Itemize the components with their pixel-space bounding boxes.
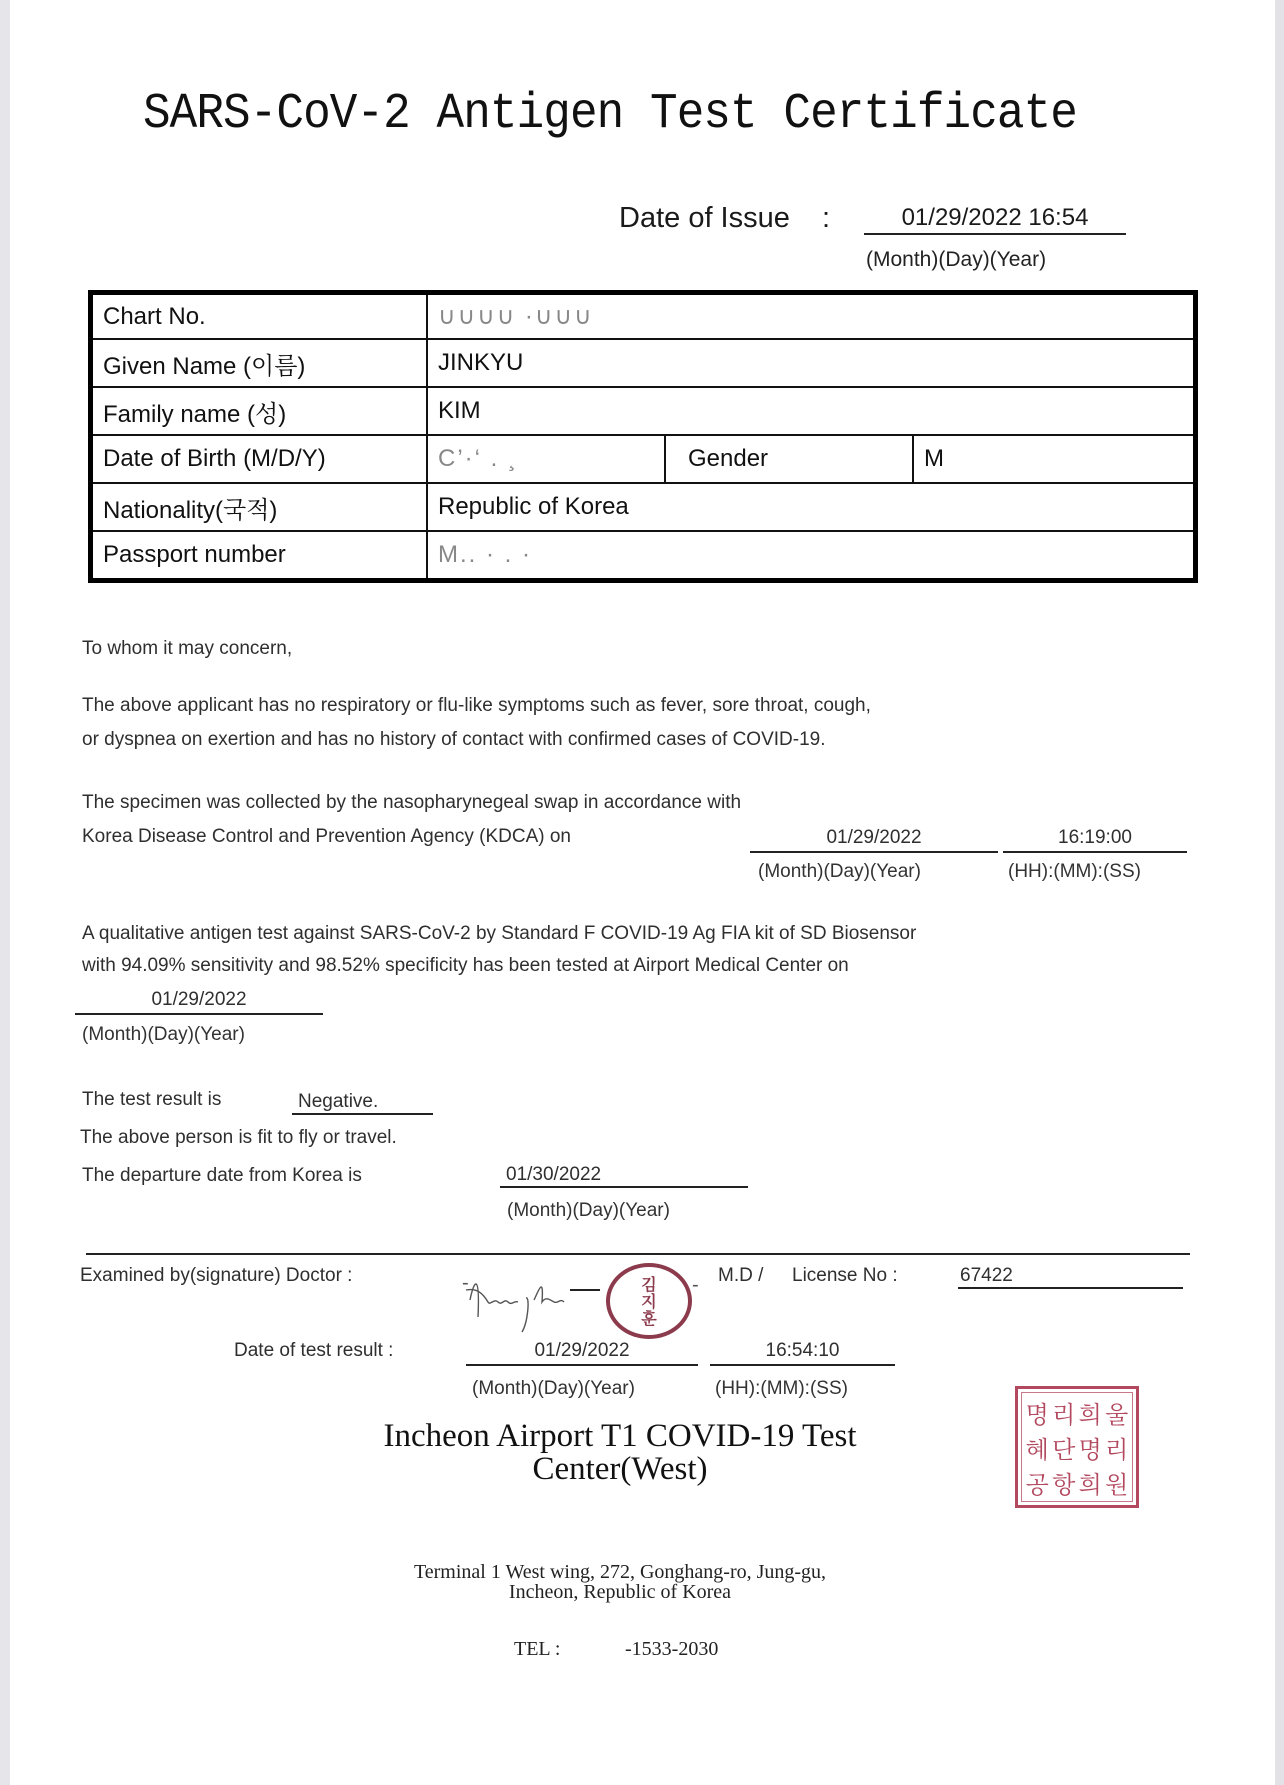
- official-seal-char: 단: [1052, 1436, 1076, 1464]
- result-time-format: (HH):(MM):(SS): [715, 1378, 848, 1399]
- address-line-2: Incheon, Republic of Korea: [508, 1581, 732, 1603]
- family-name-value: KIM: [427, 387, 1196, 435]
- dob-value: C’·‘ . ¸: [427, 435, 665, 483]
- gender-value: M: [913, 435, 1196, 483]
- section-divider: [86, 1253, 1190, 1255]
- document-title: SARS-CoV-2 Antigen Test Certificate: [143, 86, 1077, 143]
- official-seal-char: 희: [1078, 1401, 1102, 1429]
- issue-date-format: (Month)(Day)(Year): [866, 248, 1047, 271]
- result-time: 16:54:10: [710, 1340, 895, 1366]
- specimen-line-1: The specimen was collected by the nasopharynegeal swap in accordance with: [82, 792, 742, 813]
- given-name-value: JINKYU: [427, 339, 1196, 387]
- result-date: 01/29/2022: [466, 1340, 698, 1366]
- seal-char: 훈: [641, 1308, 657, 1328]
- fit-to-travel-statement: The above person is fit to fly or travel.: [80, 1127, 397, 1148]
- official-seal: [1015, 1386, 1139, 1508]
- test-center-address: [300, 1562, 940, 1602]
- issue-date-label: Date of Issue: [619, 202, 790, 234]
- result-date-label: Date of test result :: [234, 1340, 394, 1361]
- symptoms-line-2: or dyspnea on exertion and has no history of contact with confirmed cases of COVID-19.: [82, 729, 826, 750]
- doctor-seal: [606, 1263, 692, 1339]
- official-seal-char: 혜: [1025, 1436, 1049, 1464]
- address-line-1: Terminal 1 West wing, 272, Gonghang-ro, Jung-gu,: [413, 1561, 827, 1583]
- table-row-chart-no: [91, 293, 1196, 340]
- patient-info-table: [88, 290, 1198, 583]
- test-center-name: [300, 1420, 940, 1486]
- chart-no-label: Chart No.: [91, 293, 428, 340]
- specimen-line-2: Korea Disease Control and Prevention Agency (KDCA) on: [82, 826, 571, 847]
- passport-label: Passport number: [91, 531, 428, 581]
- issue-date-value: 01/29/2022 16:54: [864, 204, 1126, 235]
- examined-by-label: Examined by(signature) Doctor :: [80, 1265, 353, 1286]
- official-seal-char: 명: [1078, 1436, 1102, 1464]
- symptoms-line-1: The above applicant has no respiratory or flu-like symptoms such as fever, sore throat, cough,: [82, 695, 871, 716]
- passport-value: M.. · . ·: [427, 531, 1196, 581]
- table-row-nationality: [91, 483, 1196, 531]
- result-value: Negative.: [292, 1091, 433, 1115]
- issue-date-colon: :: [822, 202, 831, 234]
- nationality-label: Nationality(국적): [91, 483, 428, 531]
- collection-date: 01/29/2022: [750, 827, 998, 853]
- test-date-format: (Month)(Day)(Year): [82, 1024, 245, 1045]
- collection-time-format: (HH):(MM):(SS): [1008, 861, 1141, 882]
- given-name-label: Given Name (이름): [91, 339, 428, 387]
- official-seal-char: 리: [1052, 1401, 1076, 1429]
- family-name-label: Family name (성): [91, 387, 428, 435]
- nationality-value: Republic of Korea: [427, 483, 1196, 531]
- seal-char: 지: [641, 1291, 657, 1311]
- gender-label: Gender: [665, 435, 913, 483]
- collection-time: 16:19:00: [1003, 827, 1187, 853]
- departure-date-format: (Month)(Day)(Year): [507, 1200, 670, 1221]
- tel-number: -1533-2030: [625, 1638, 719, 1660]
- tel-label: TEL :: [514, 1638, 561, 1660]
- test-center-name-line-2: Center(West): [532, 1451, 708, 1487]
- md-label: M.D /: [718, 1265, 764, 1286]
- signature-dash-left: -: [462, 1272, 469, 1294]
- license-label: License No :: [792, 1265, 898, 1286]
- official-seal-char: 명: [1025, 1401, 1049, 1429]
- official-seal-char: 항: [1052, 1471, 1076, 1499]
- departure-date: 01/30/2022: [500, 1164, 748, 1188]
- test-method-line-2: with 94.09% sensitivity and 98.52% specificity has been tested at Airport Medical Center on: [82, 955, 849, 976]
- salutation: To whom it may concern,: [82, 638, 293, 659]
- collection-date-format: (Month)(Day)(Year): [758, 861, 921, 882]
- license-number: 67422: [958, 1265, 1183, 1289]
- departure-label: The departure date from Korea is: [82, 1165, 362, 1186]
- table-row-dob: [91, 435, 1196, 483]
- official-seal-char: 리: [1105, 1436, 1129, 1464]
- table-row-given-name: [91, 339, 1196, 387]
- test-method-line-1: A qualitative antigen test against SARS-CoV-2 by Standard F COVID-19 Ag FIA kit of SD Biosensor: [82, 923, 917, 944]
- page-edge-left: [0, 0, 10, 1785]
- doctor-signature: [460, 1262, 600, 1342]
- dob-label: Date of Birth (M/D/Y): [91, 435, 428, 483]
- official-seal-char: 울: [1105, 1401, 1129, 1429]
- table-row-passport: [91, 531, 1196, 581]
- official-seal-char: 공: [1025, 1471, 1049, 1499]
- table-row-family-name: [91, 387, 1196, 435]
- test-date: 01/29/2022: [75, 989, 323, 1015]
- page-edge-right: [1275, 0, 1284, 1785]
- test-center-name-line-1: Incheon Airport T1 COVID-19 Test: [383, 1418, 857, 1454]
- result-label: The test result is: [82, 1089, 222, 1110]
- official-seal-char: 희: [1078, 1471, 1102, 1499]
- signature-dash-right: -: [692, 1274, 699, 1296]
- official-seal-char: 원: [1105, 1471, 1129, 1499]
- result-date-format: (Month)(Day)(Year): [472, 1378, 635, 1399]
- chart-no-value: ∪∪∪∪ ·∪∪∪: [427, 293, 1196, 340]
- seal-char: 김: [641, 1274, 657, 1294]
